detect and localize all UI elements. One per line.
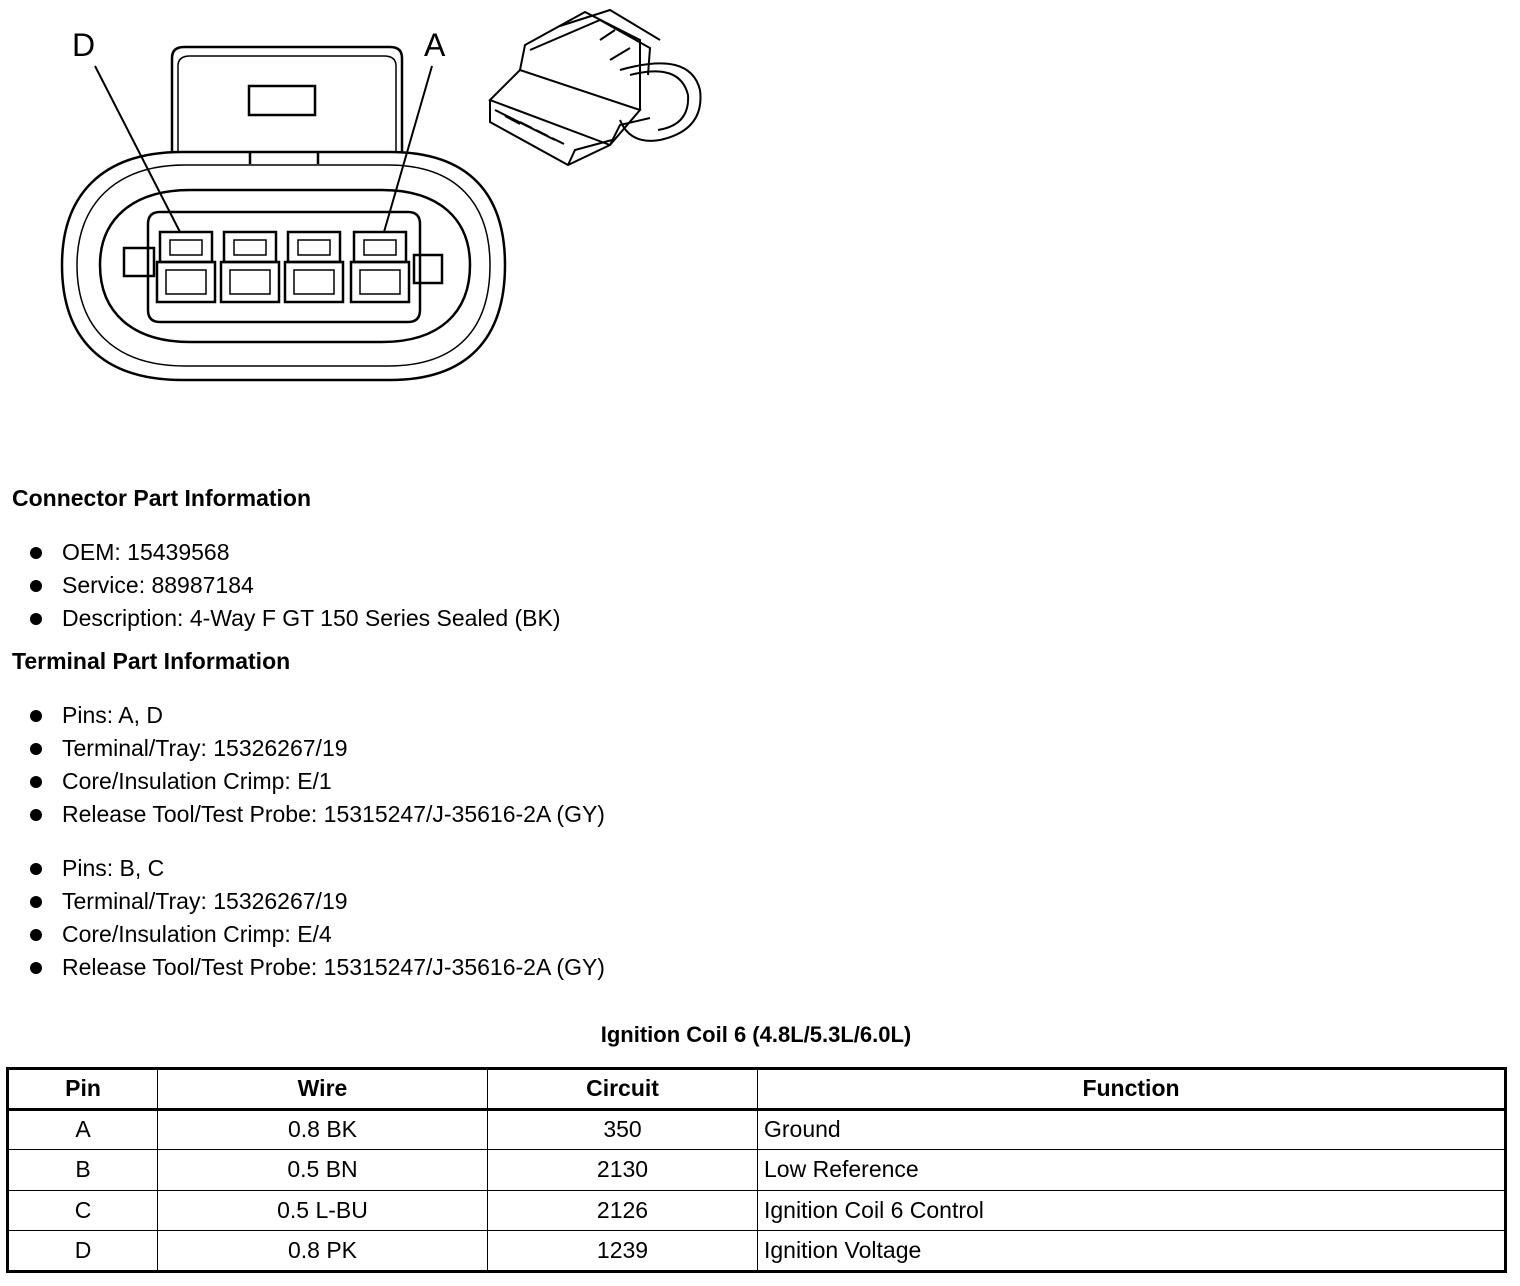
list-item: Release Tool/Test Probe: 15315247/J-35616-2A (GY) (28, 798, 605, 831)
terminal-info-list-2 (28, 852, 605, 984)
list-item: Description: 4-Way F GT 150 Series Sealed (BK) (28, 602, 561, 635)
cavity-c (221, 232, 279, 302)
list-item: Release Tool/Test Probe: 15315247/J-35616-2A (GY) (28, 951, 605, 984)
cell-function: Ignition Voltage (758, 1231, 1506, 1272)
cell-circuit: 2130 (488, 1150, 758, 1191)
terminal-info-list-1 (28, 699, 605, 831)
cell-wire: 0.5 L-BU (158, 1190, 488, 1231)
connector-iso-view (490, 10, 701, 165)
cell-pin: A (8, 1109, 158, 1150)
leader-line-a (384, 66, 432, 232)
list-item: Service: 88987184 (28, 569, 561, 602)
leader-line-d (95, 66, 180, 232)
cell-wire: 0.8 PK (158, 1231, 488, 1272)
cavity-d (157, 232, 215, 302)
cell-wire: 0.8 BK (158, 1109, 488, 1150)
list-item: Core/Insulation Crimp: E/1 (28, 765, 605, 798)
table-header-row (8, 1069, 1506, 1110)
column-header-function: Function (758, 1069, 1506, 1110)
cell-function: Low Reference (758, 1150, 1506, 1191)
cavity-a (351, 232, 409, 302)
list-item: Core/Insulation Crimp: E/4 (28, 918, 605, 951)
cell-function: Ground (758, 1109, 1506, 1150)
terminal-heading: Terminal Part Information (12, 648, 291, 674)
table-row (8, 1150, 1506, 1191)
cell-pin: D (8, 1231, 158, 1272)
list-item: Terminal/Tray: 15326267/19 (28, 732, 605, 765)
connector-latch (172, 47, 402, 152)
pin-label-d: D (72, 27, 96, 63)
pinout-table (6, 1067, 1507, 1273)
cell-pin: C (8, 1190, 158, 1231)
table-row (8, 1231, 1506, 1272)
connector-diagram (0, 0, 720, 400)
list-item: OEM: 15439568 (28, 536, 561, 569)
table-row (8, 1109, 1506, 1150)
list-item: Pins: B, C (28, 852, 605, 885)
cell-function: Ignition Coil 6 Control (758, 1190, 1506, 1231)
cell-pin: B (8, 1150, 158, 1191)
table-title: Ignition Coil 6 (4.8L/5.3L/6.0L) (600, 1022, 912, 1047)
connector-info-list (28, 536, 561, 635)
connector-housing (62, 152, 505, 380)
cell-circuit: 350 (488, 1109, 758, 1150)
table-row (8, 1190, 1506, 1231)
column-header-pin: Pin (8, 1069, 158, 1110)
cell-circuit: 1239 (488, 1231, 758, 1272)
list-item: Pins: A, D (28, 699, 605, 732)
cell-circuit: 2126 (488, 1190, 758, 1231)
cavity-b (285, 232, 343, 302)
column-header-wire: Wire (158, 1069, 488, 1110)
terminal-cavities (157, 232, 409, 302)
pin-label-a: A (424, 27, 446, 63)
latch-window (249, 86, 315, 115)
cell-wire: 0.5 BN (158, 1150, 488, 1191)
column-header-circuit: Circuit (488, 1069, 758, 1110)
connector-heading: Connector Part Information (12, 485, 312, 511)
list-item: Terminal/Tray: 15326267/19 (28, 885, 605, 918)
